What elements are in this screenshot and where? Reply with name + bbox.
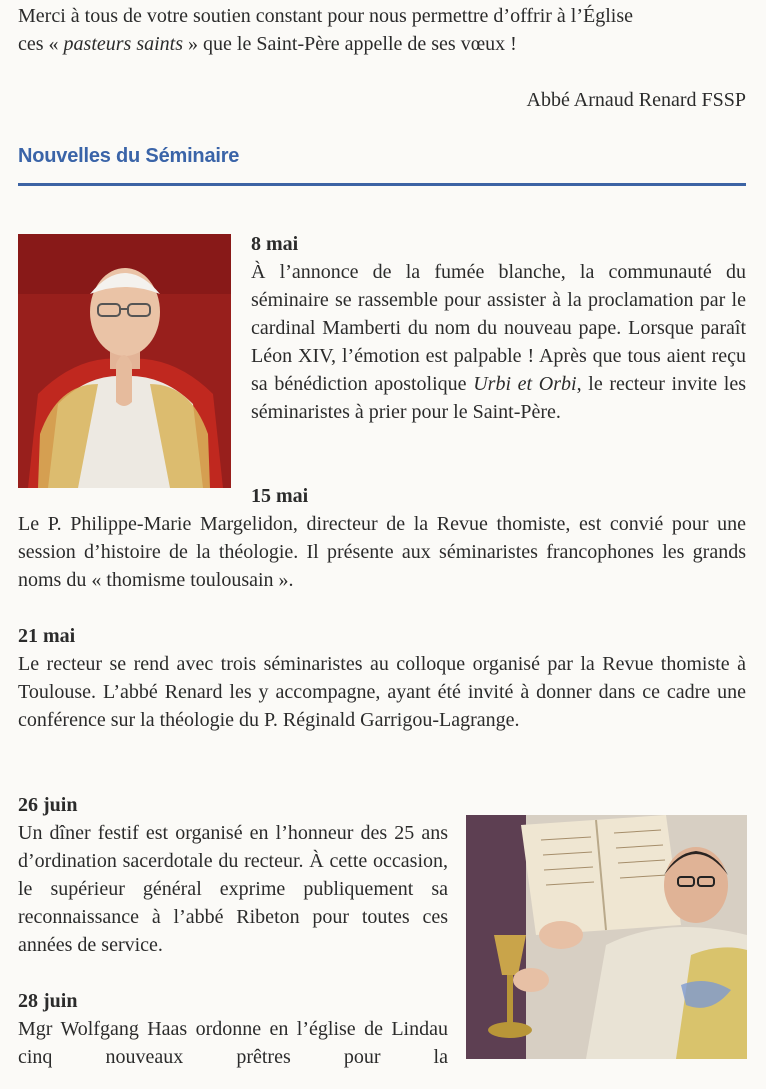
intro-paragraph [18,2,746,58]
entry-date: 28 juin [18,990,78,1012]
entry-text-italic: Urbi et Orbi [473,373,577,395]
ordination-photo [466,815,747,1059]
pope-photo [18,234,231,488]
intro-line-1: Merci à tous de votre soutien constant pour nous permettre d’offrir à l’Église [18,5,634,27]
section-title: Nouvelles du Séminaire [18,145,240,167]
intro-line-2-start: ces « [18,33,64,55]
entry-15-mai [18,482,746,594]
entry-date: 8 mai [251,233,299,255]
entry-text: Un dîner festif est organisé en l’honneur des 25 ans d’ordination sacerdotale du recteur. À cette occasion, le supérieur général exprime publiquement sa reconnaissance à l’abbé Ribeton pour toutes ces années de service. [18,822,448,956]
entry-date: 26 juin [18,794,78,816]
entry-text-part: À l’annonce de la fumée blanche, la communauté du séminaire se rassemble pour assister à la proclamation par le cardinal Mamberti du nom du nouveau pape. Lorsque paraît Léon XIV, l’émotion est palpable ! Après que tous aient reçu sa bénédiction apostolique [251,261,746,395]
entry-text: Le P. Philippe-Marie Margelidon, directeur de la Revue thomiste, est convié pour une session d’histoire de la théologie. Il présente aux séminaristes francophones les grands noms du « thomisme toulousain ». [18,513,746,591]
entry-text: Le recteur se rend avec trois séminaristes au colloque organisé par la Revue thomiste à Toulouse. L’abbé Renard les y accompagne, ayant été invité à donner dans ce cadre une conférence sur la théologie du P. Réginald Garrigou-Lagrange. [18,653,746,731]
entry-date: 21 mai [18,625,76,647]
entry-text: Mgr Wolfgang Haas ordonne en l’église de Lindau cinq nouveaux prêtres pour la [18,1018,448,1068]
ordination-photo-illustration [466,815,747,1059]
entry-26-juin [18,791,448,959]
signature: Abbé Arnaud Renard FSSP [526,89,746,111]
entry-28-juin [18,987,448,1071]
entry-date: 15 mai [251,485,309,507]
entry-text [251,258,746,426]
section-divider [18,183,746,186]
page [18,0,746,1089]
entry-21-mai [18,622,746,734]
entry-text-part: , le recteur invite les séminaristes à prier pour le Saint-Père. [251,373,746,423]
intro-italic-phrase: pasteurs saints [63,33,184,55]
entry-8-mai [251,230,746,426]
pope-photo-illustration [18,234,231,488]
intro-line-2-end: » que le Saint-Père appelle de ses vœux ! [183,33,517,55]
